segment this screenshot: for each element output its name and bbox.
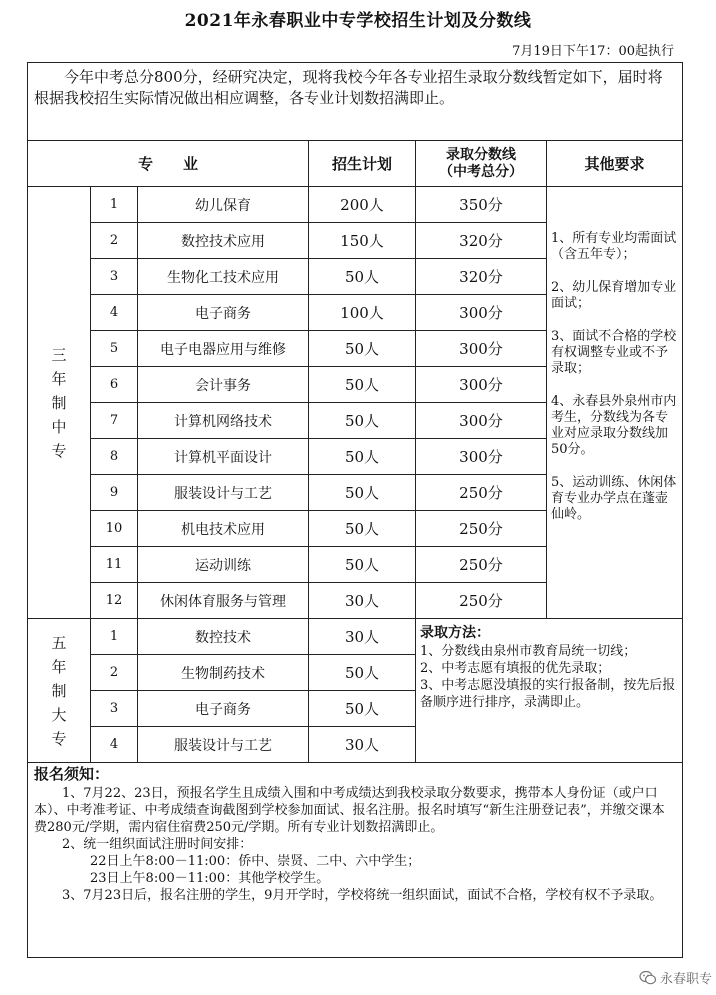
row-plan: 50人	[309, 439, 416, 475]
notes-schedule: 22日上午8:00－11:00：侨中、崇贤、二中、六中学生；	[90, 854, 421, 869]
row-plan: 50人	[309, 511, 416, 547]
row-no: 3	[91, 259, 138, 295]
row-plan: 100人	[309, 295, 416, 331]
notes-schedule: 23日上午8:00－11:00：其他学校学生。	[90, 871, 330, 886]
intro-paragraph: 今年中考总分800分，经研究决定，现将我校今年各专业招生录取分数线暂定如下，届时将根据我校招生实际情况做出相应调整，各专业计划数招满即止。	[28, 63, 683, 141]
row-plan: 30人	[309, 727, 416, 763]
admission-method-item: 3、中考志愿没填报的实行报备制，按先后报备顺序进行排序，录满即止。	[420, 678, 676, 710]
requirement-item: 5、运动训练、休闲体育专业办学点在蓬壶仙岭。	[551, 475, 677, 522]
header-major: 专 业	[28, 141, 309, 187]
other-requirements	[547, 187, 683, 619]
row-plan: 50人	[309, 547, 416, 583]
row-major: 数控技术	[138, 619, 309, 655]
watermark-text: 永春职专	[659, 972, 712, 987]
row-plan: 50人	[309, 331, 416, 367]
row-major: 幼儿保育	[138, 187, 309, 223]
admission-table	[27, 62, 683, 958]
notes-title: 报名须知：	[34, 765, 110, 783]
admission-method-item: 1、分数线由泉州市教育局统一切线；	[420, 644, 637, 659]
row-no: 10	[91, 511, 138, 547]
row-major: 服装设计与工艺	[138, 727, 309, 763]
row-plan: 50人	[309, 403, 416, 439]
requirement-item: 1、所有专业均需面试（含五年专）；	[551, 231, 677, 262]
requirement-item: 3、面试不合格的学校有权调整专业或不予录取；	[551, 329, 677, 376]
watermark	[639, 968, 712, 987]
header-score	[416, 141, 547, 187]
row-score: 300分	[416, 403, 547, 439]
row-score: 250分	[416, 583, 547, 619]
row-score: 250分	[416, 511, 547, 547]
registration-notes	[28, 763, 683, 958]
row-score: 300分	[416, 439, 547, 475]
row-score: 300分	[416, 331, 547, 367]
row-score: 300分	[416, 295, 547, 331]
row-major: 生物制药技术	[138, 655, 309, 691]
row-plan: 30人	[309, 619, 416, 655]
row-plan: 200人	[309, 187, 416, 223]
row-major: 机电技术应用	[138, 511, 309, 547]
effective-datetime: 7月19日下午17：00起执行	[512, 44, 674, 59]
row-major: 休闲体育服务与管理	[138, 583, 309, 619]
row-plan: 50人	[309, 259, 416, 295]
row-major: 电子商务	[138, 691, 309, 727]
group-three-year: 三 年 制 中 专	[28, 187, 91, 619]
row-no: 4	[91, 727, 138, 763]
row-no: 12	[91, 583, 138, 619]
admission-method	[416, 619, 683, 763]
row-no: 9	[91, 475, 138, 511]
requirement-item: 4、永春县外泉州市内考生，分数线为各专业对应录取分数线加50分。	[551, 394, 677, 457]
notes-paragraph: 1、7月22、23日，预报名学生且成绩入围和中考成绩达到我校录取分数要求，携带本人身份证（或户口本）、中考准考证、中考成绩查询截图到学校参加面试、报名注册。报名时填写“新生注册登记表”，并缴交课本费280元/学期，需内宿住宿费250元/学期。所有专业计划数招满即止。	[34, 786, 665, 835]
row-plan: 50人	[309, 367, 416, 403]
row-no: 2	[91, 655, 138, 691]
row-no: 3	[91, 691, 138, 727]
row-no: 2	[91, 223, 138, 259]
row-major: 服装设计与工艺	[138, 475, 309, 511]
row-score: 320分	[416, 223, 547, 259]
row-major: 计算机平面设计	[138, 439, 309, 475]
row-plan: 50人	[309, 655, 416, 691]
header-plan: 招生计划	[309, 141, 416, 187]
header-score-line1: 录取分数线	[446, 146, 516, 163]
row-score: 320分	[416, 259, 547, 295]
row-no: 1	[91, 619, 138, 655]
notes-paragraph: 3、7月23日后，报名注册的学生，9月开学时，学校将统一组织面试，面试不合格，学校有权不予录取。	[62, 888, 663, 903]
row-major: 数控技术应用	[138, 223, 309, 259]
header-score-line2: （中考总分）	[439, 163, 523, 180]
page-title: 2021年永春职业中专学校招生计划及分数线	[184, 11, 532, 31]
notes-paragraph: 2、统一组织面试注册时间安排：	[62, 837, 253, 852]
row-score: 250分	[416, 475, 547, 511]
header-other: 其他要求	[547, 141, 683, 187]
row-plan: 50人	[309, 691, 416, 727]
admission-method-title: 录取方法：	[420, 625, 490, 641]
row-major: 计算机网络技术	[138, 403, 309, 439]
row-major: 会计事务	[138, 367, 309, 403]
row-major: 电子商务	[138, 295, 309, 331]
wechat-icon	[639, 970, 657, 986]
requirement-item: 2、幼儿保育增加专业面试；	[551, 280, 677, 311]
row-plan: 50人	[309, 475, 416, 511]
row-major: 生物化工技术应用	[138, 259, 309, 295]
group-five-year: 五 年 制 大 专	[28, 619, 91, 763]
row-no: 8	[91, 439, 138, 475]
row-plan: 30人	[309, 583, 416, 619]
admission-method-item: 2、中考志愿有填报的优先录取；	[420, 661, 611, 676]
row-no: 4	[91, 295, 138, 331]
row-major: 运动训练	[138, 547, 309, 583]
row-score: 350分	[416, 187, 547, 223]
row-no: 5	[91, 331, 138, 367]
row-no: 1	[91, 187, 138, 223]
row-no: 6	[91, 367, 138, 403]
row-score: 300分	[416, 367, 547, 403]
row-no: 11	[91, 547, 138, 583]
row-plan: 150人	[309, 223, 416, 259]
row-no: 7	[91, 403, 138, 439]
row-score: 250分	[416, 547, 547, 583]
row-major: 电子电器应用与维修	[138, 331, 309, 367]
